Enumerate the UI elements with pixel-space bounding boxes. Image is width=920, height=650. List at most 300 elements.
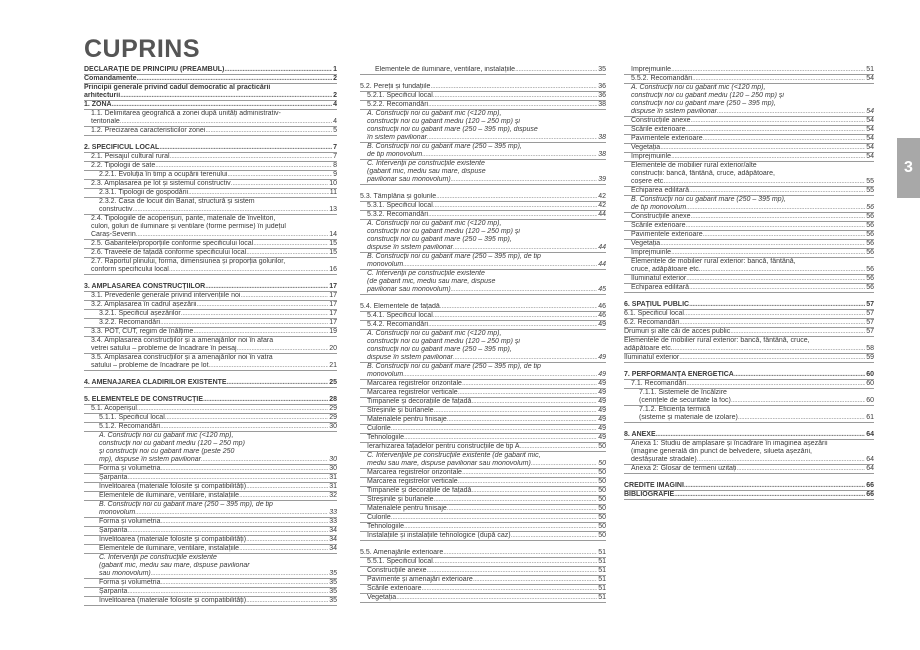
toc-leader-dots [471, 487, 597, 495]
toc-entry[interactable] [624, 240, 874, 249]
toc-entry[interactable] [624, 440, 874, 448]
toc-leader-dots [458, 389, 598, 397]
toc-entry-title: Ierarhizarea fațadelor pentru construcțiile de tip A [367, 443, 520, 450]
toc-entry-title: 8. ANEXE [624, 431, 656, 438]
toc-entry[interactable] [84, 337, 337, 345]
toc-page-number: 30 [329, 456, 337, 463]
toc-page-number: 50 [598, 443, 606, 450]
toc-page-number: 45 [598, 286, 606, 293]
toc-entry[interactable] [360, 134, 606, 143]
toc-leader-dots [458, 478, 598, 486]
toc-entry[interactable] [624, 266, 874, 275]
toc-leader-dots [196, 301, 328, 309]
toc-entry[interactable] [624, 319, 874, 328]
toc-page-number: 64 [866, 465, 874, 472]
toc-entry[interactable] [360, 346, 606, 354]
toc-entry[interactable] [360, 303, 606, 312]
toc-page-number: 39 [598, 176, 606, 183]
toc-page-number: 50 [598, 496, 606, 503]
toc-entry[interactable] [624, 75, 874, 84]
toc-entry[interactable] [360, 330, 606, 338]
toc-entry[interactable] [84, 554, 337, 562]
toc-entry[interactable] [624, 354, 874, 363]
toc-entry[interactable] [360, 380, 606, 389]
toc-entry[interactable] [360, 321, 606, 330]
toc-entry-title: construcții noi cu gabarit mediu (120 – 250 mp) [99, 440, 245, 447]
toc-page-number: 49 [598, 416, 606, 423]
toc-entry[interactable] [84, 84, 337, 92]
toc-entry-title: BIBLIOGRAFIE [624, 491, 675, 498]
toc-entry[interactable] [84, 162, 337, 171]
toc-entry[interactable] [84, 570, 337, 579]
toc-entry[interactable] [84, 118, 337, 127]
toc-page-number: 50 [598, 532, 606, 539]
toc-entry-title: 4. AMENAJAREA CLĂDIRILOR EXISTENTE [84, 379, 227, 386]
toc-entry[interactable] [360, 416, 606, 425]
toc-entry-title: Streșinile și burlanele [367, 496, 434, 503]
toc-entry-title: Construcțiile anexe [631, 213, 691, 220]
toc-entry[interactable] [624, 231, 874, 240]
toc-entry-title: C. Intervențiile pe construcțiile existente (de gabarit mic, [367, 452, 541, 459]
toc-leader-dots [209, 362, 329, 370]
toc-leader-dots [717, 108, 865, 116]
toc-entry[interactable] [360, 83, 606, 92]
toc-page-number: 66 [866, 491, 874, 498]
toc-entry[interactable] [360, 312, 606, 321]
toc-entry-title: Tehnologiile [367, 523, 404, 530]
toc-entry[interactable] [84, 518, 337, 527]
toc-entry[interactable] [84, 423, 337, 432]
toc-entry[interactable] [360, 532, 606, 541]
toc-entry[interactable] [360, 202, 606, 211]
toc-entry[interactable] [624, 448, 874, 456]
toc-gap [84, 136, 337, 144]
toc-entry[interactable] [360, 576, 606, 585]
toc-entry[interactable] [360, 160, 606, 168]
toc-entry-title: 5.3.2. Recomandări [367, 211, 429, 218]
toc-entry[interactable] [624, 380, 874, 389]
toc-entry-title: DECLARAȚIE DE PRINCIPIU (PREAMBUL) [84, 66, 225, 73]
toc-entry-title: 7.1. Recomandări [631, 380, 687, 387]
toc-entry-title: Anexa 1: Studiu de amplasare și încadrare în imaginea așezării [631, 440, 828, 447]
toc-entry-title: 6. SPAȚIUL PUBLIC [624, 301, 690, 308]
toc-entry-title: Anexa 2: Glosar de termeni uzitați [631, 465, 737, 472]
toc-entry[interactable] [360, 407, 606, 416]
toc-entry[interactable] [360, 567, 606, 576]
toc-entry[interactable] [84, 456, 337, 465]
toc-entry[interactable] [84, 405, 337, 414]
toc-entry[interactable] [84, 75, 337, 84]
toc-entry-title: teritoriale [91, 118, 120, 125]
toc-entry[interactable] [84, 144, 337, 153]
toc-leader-dots [160, 465, 328, 473]
toc-leader-dots [430, 83, 597, 91]
toc-entry[interactable] [360, 261, 606, 270]
toc-entry-title: (de gabarit mic, mediu sau mare, dispuse [367, 278, 496, 285]
toc-entry[interactable] [624, 66, 874, 75]
toc-entry[interactable] [84, 127, 337, 136]
toc-entry-title: 3.4. Amplasarea construcțiilor și a amenajărilor noi în afara [91, 337, 274, 344]
toc-entry[interactable] [84, 588, 337, 597]
toc-page-number: 56 [866, 249, 874, 256]
toc-leader-dots [155, 162, 332, 170]
toc-entry[interactable] [360, 354, 606, 363]
toc-entry[interactable] [360, 514, 606, 523]
toc-page-number: 50 [598, 460, 606, 467]
toc-entry[interactable] [624, 456, 874, 465]
toc-entry-title: 7.1.2. Eficiența termică [639, 406, 711, 413]
toc-entry[interactable] [84, 301, 337, 310]
toc-entry-title: (gabarit mic, mediu sau mare, dispuse pavilionar [99, 562, 250, 569]
toc-entry-title: B. Construcții noi cu gabarit mare (250 – 395 mp), [631, 196, 786, 203]
toc-entry[interactable] [84, 189, 337, 198]
toc-entry[interactable] [360, 363, 606, 371]
toc-leader-dots [404, 434, 597, 442]
toc-entry[interactable] [84, 101, 337, 110]
toc-entry[interactable] [624, 84, 874, 92]
toc-page-number: 16 [329, 266, 337, 273]
toc-leader-dots [679, 354, 865, 362]
toc-leader-dots [686, 275, 865, 283]
toc-entry[interactable] [360, 585, 606, 594]
toc-entry[interactable] [624, 482, 874, 491]
toc-page-number: 58 [866, 345, 874, 352]
toc-entry[interactable] [84, 597, 337, 606]
toc-entry-title: construcții noi cu gabarit mediu (120 – 250 mp) și [367, 228, 520, 235]
toc-entry[interactable] [360, 496, 606, 505]
toc-entry[interactable] [84, 432, 337, 440]
toc-entry[interactable] [624, 92, 874, 100]
toc-entry[interactable] [84, 483, 337, 492]
toc-entry[interactable] [84, 474, 337, 483]
toc-entry[interactable] [624, 153, 874, 162]
toc-leader-dots [160, 319, 328, 327]
toc-entry[interactable] [360, 338, 606, 346]
toc-page-number: 50 [598, 487, 606, 494]
toc-entry-title: 5.2.2. Recomandări [367, 101, 429, 108]
toc-entry[interactable] [84, 501, 337, 509]
toc-page-number: 33 [329, 509, 337, 516]
toc-entry[interactable] [624, 135, 874, 144]
toc-page-number: 66 [866, 482, 874, 489]
toc-page-number: 13 [329, 206, 337, 213]
toc-page-number: 51 [598, 567, 606, 574]
toc-entry[interactable] [360, 389, 606, 398]
toc-page-number: 64 [866, 431, 874, 438]
toc-entry[interactable] [84, 249, 337, 258]
toc-entry[interactable] [360, 434, 606, 443]
toc-entry[interactable] [84, 215, 337, 223]
toc-entry[interactable] [84, 562, 337, 570]
toc-entry[interactable] [624, 397, 874, 406]
toc-entry-title: Construcțiile anexe [367, 567, 427, 574]
toc-entry[interactable] [360, 460, 606, 469]
toc-page-number: 21 [329, 362, 337, 369]
toc-entry[interactable] [84, 440, 337, 448]
toc-entry[interactable] [624, 117, 874, 126]
toc-entry[interactable] [360, 151, 606, 160]
toc-leader-dots [462, 380, 597, 388]
toc-entry-title: construcții noi cu gabarit mare (250 – 395 mp), [631, 100, 776, 107]
toc-gap [624, 474, 874, 482]
toc-entry[interactable] [624, 108, 874, 117]
toc-entry[interactable] [360, 487, 606, 496]
toc-page-number: 31 [329, 483, 337, 490]
toc-entry[interactable] [360, 66, 606, 75]
toc-entry[interactable] [360, 523, 606, 532]
toc-entry-title: mediu sau mare, dispuse pavilionar sau monovolum) [367, 460, 531, 467]
toc-entry[interactable] [84, 362, 337, 371]
toc-page-number: 49 [598, 389, 606, 396]
toc-entry-title: monovolum [99, 509, 136, 516]
toc-page-number: 49 [598, 425, 606, 432]
toc-entry[interactable] [360, 211, 606, 220]
toc-page-number: 57 [866, 319, 874, 326]
toc-entry[interactable] [624, 187, 874, 196]
toc-entry[interactable] [360, 168, 606, 176]
toc-leader-dots [246, 483, 328, 491]
toc-entry[interactable] [84, 171, 337, 180]
toc-entry[interactable] [624, 100, 874, 108]
toc-entry-title: 5.5.1. Specificul local [367, 558, 433, 565]
toc-page-number: 51 [598, 558, 606, 565]
toc-page-number: 8 [333, 162, 337, 169]
toc-entry[interactable] [624, 406, 874, 414]
toc-leader-dots [679, 319, 865, 327]
toc-entry-title: 2.3.2. Casa de locuit din Banat, structură și sistem [99, 198, 255, 205]
toc-leader-dots [246, 536, 328, 544]
toc-page-number: 38 [598, 101, 606, 108]
toc-entry[interactable] [624, 162, 874, 170]
toc-entry[interactable] [360, 549, 606, 558]
toc-entry[interactable] [624, 337, 874, 345]
toc-page-number: 49 [598, 321, 606, 328]
toc-page-number: 17 [329, 283, 337, 290]
toc-leader-dots [730, 328, 865, 336]
toc-entry[interactable] [84, 258, 337, 266]
toc-entry[interactable] [360, 594, 606, 603]
toc-page-number: 51 [598, 594, 606, 601]
toc-entry[interactable] [84, 509, 337, 518]
toc-entry[interactable] [360, 193, 606, 202]
toc-entry[interactable] [360, 425, 606, 434]
toc-entry[interactable] [84, 545, 337, 554]
toc-page-number: 56 [866, 222, 874, 229]
toc-entry[interactable] [360, 253, 606, 261]
toc-entry[interactable] [624, 389, 874, 397]
toc-leader-dots [201, 456, 328, 464]
toc-entry-title: 3.2. Amplasarea în cadrul așezării [91, 301, 197, 308]
toc-entry[interactable] [84, 465, 337, 474]
toc-entry[interactable] [624, 371, 874, 380]
toc-entry[interactable] [360, 398, 606, 407]
toc-entry[interactable] [624, 196, 874, 204]
toc-entry[interactable] [624, 249, 874, 258]
toc-entry[interactable] [624, 144, 874, 153]
toc-entry[interactable] [360, 505, 606, 514]
toc-leader-dots [451, 286, 598, 294]
toc-entry[interactable] [84, 231, 337, 240]
toc-entry[interactable] [84, 319, 337, 328]
toc-leader-dots [391, 425, 597, 433]
toc-leader-dots [434, 496, 598, 504]
toc-entry[interactable] [360, 478, 606, 487]
toc-leader-dots [434, 407, 598, 415]
toc-entry[interactable] [360, 244, 606, 253]
toc-entry[interactable] [624, 284, 874, 293]
toc-entry[interactable] [360, 286, 606, 295]
toc-entry[interactable] [84, 527, 337, 536]
toc-entry[interactable] [624, 178, 874, 187]
toc-entry[interactable] [360, 92, 606, 101]
toc-entry[interactable] [84, 206, 337, 215]
toc-entry[interactable] [84, 66, 337, 75]
toc-entry[interactable] [624, 204, 874, 213]
toc-entry-title: 2.6. Traveele de fațadă conforme specificului local [91, 249, 247, 256]
toc-entry[interactable] [360, 118, 606, 126]
toc-leader-dots [684, 482, 865, 490]
toc-entry-title: B. Construcții noi cu gabarit mare (250 – 395 mp), de tip [367, 363, 541, 370]
toc-entry-title: B. Construcții noi cu gabarit mare (250 – 395 mp), [367, 143, 522, 150]
toc-leader-dots [391, 514, 597, 522]
toc-leader-dots [451, 176, 598, 184]
toc-entry[interactable] [360, 452, 606, 460]
toc-entry[interactable] [624, 170, 874, 178]
toc-entry[interactable] [624, 213, 874, 222]
toc-entry[interactable] [624, 414, 874, 423]
toc-entry-title: construcții noi cu gabarit mediu (120 – 250 mp) și [367, 338, 520, 345]
toc-entry[interactable] [84, 379, 337, 388]
toc-entry[interactable] [360, 110, 606, 118]
toc-entry-title: construcții noi cu gabarit mare (250 – 395 mp), [367, 236, 512, 243]
toc-leader-dots [160, 579, 328, 587]
toc-entry[interactable] [84, 345, 337, 354]
toc-entry[interactable] [84, 536, 337, 545]
toc-entry[interactable] [360, 101, 606, 110]
toc-entry[interactable] [360, 270, 606, 278]
toc-entry-title: Șarpanta [99, 588, 128, 595]
toc-entry[interactable] [624, 301, 874, 310]
toc-entry[interactable] [360, 143, 606, 151]
toc-entry-title: Forma și volumetria [99, 465, 161, 472]
toc-entry-title: 5.1.2. Recomandări [99, 423, 161, 430]
toc-page-number: 7 [333, 153, 337, 160]
toc-leader-dots [237, 345, 329, 353]
toc-entry[interactable] [360, 176, 606, 185]
toc-entry-title: 2.4. Tipologiile de acoperișuri, pante, materiale de învelitori, [91, 215, 276, 222]
toc-entry[interactable] [84, 448, 337, 456]
toc-page-number: 54 [866, 126, 874, 133]
toc-entry[interactable] [624, 328, 874, 337]
toc-entry-title: construcții noi cu gabarit mare (250 – 395 mp), dispuse [367, 126, 538, 133]
toc-entry[interactable] [360, 126, 606, 134]
toc-entry[interactable] [84, 310, 337, 319]
toc-entry-title: Vegetația [367, 594, 397, 601]
toc-entry[interactable] [360, 371, 606, 380]
toc-entry[interactable] [84, 240, 337, 249]
toc-entry[interactable] [84, 328, 337, 337]
toc-entry-title: Elementele de mobilier rural exterior: bancă, fântână, [631, 258, 796, 265]
toc-entry[interactable] [84, 414, 337, 423]
toc-entry[interactable] [624, 431, 874, 440]
toc-entry[interactable] [84, 153, 337, 162]
toc-leader-dots [404, 523, 597, 531]
toc-leader-dots [734, 371, 865, 379]
toc-entry[interactable] [84, 292, 337, 301]
toc-leader-dots [447, 505, 597, 513]
toc-leader-dots [239, 492, 328, 500]
toc-entry[interactable] [360, 236, 606, 244]
toc-page-number: 61 [866, 414, 874, 421]
toc-entry-title: Caraș-Severin [91, 231, 136, 238]
toc-entry-title: și construcții noi cu gabarit mare (peste 250 [99, 448, 235, 455]
toc-entry[interactable] [360, 469, 606, 478]
toc-page-number: 51 [598, 585, 606, 592]
toc-leader-dots [701, 266, 866, 274]
toc-page-number: 57 [866, 310, 874, 317]
toc-entry[interactable] [624, 275, 874, 284]
toc-entry[interactable] [624, 465, 874, 474]
toc-gap [360, 295, 606, 303]
toc-entry[interactable] [84, 92, 337, 101]
toc-page-number: 56 [866, 266, 874, 273]
toc-page-number: 56 [866, 240, 874, 247]
toc-entry[interactable] [84, 223, 337, 231]
toc-leader-dots [665, 178, 865, 186]
toc-leader-dots [137, 405, 328, 413]
toc-entry[interactable] [360, 278, 606, 286]
toc-entry-title: A. Construcții noi cu gabarit mic (<120 mp), [367, 110, 502, 117]
toc-leader-dots [136, 231, 328, 239]
toc-entry[interactable] [84, 180, 337, 189]
toc-entry[interactable] [624, 126, 874, 135]
toc-entry[interactable] [84, 266, 337, 275]
toc-entry[interactable] [624, 491, 874, 500]
toc-entry-title: de tip monovolum [367, 151, 423, 158]
toc-entry-title: cruce, adăpătoare etc. [631, 266, 701, 273]
toc-entry[interactable] [624, 258, 874, 266]
toc-page-number: 49 [598, 398, 606, 405]
toc-entry[interactable] [84, 110, 337, 118]
toc-page-number: 57 [866, 328, 874, 335]
toc-entry-title: A. Construcții noi cu gabarit mic (<120 mp), [631, 84, 766, 91]
toc-entry[interactable] [360, 220, 606, 228]
toc-entry-title: B. Construcții noi cu gabarit mare (250 – 395 mp), de tip [99, 501, 273, 508]
toc-entry[interactable] [624, 345, 874, 354]
toc-entry[interactable] [624, 222, 874, 231]
toc-entry[interactable] [84, 396, 337, 405]
toc-entry[interactable] [624, 310, 874, 319]
toc-entry-title: conform specificului local [91, 266, 169, 273]
toc-entry[interactable] [84, 283, 337, 292]
toc-page-number: 49 [598, 407, 606, 414]
toc-entry-title: de tip monovolum [631, 204, 687, 211]
toc-entry-title: 3.2.1. Specificul așezărilor [99, 310, 181, 317]
toc-entry[interactable] [360, 228, 606, 236]
toc-entry[interactable] [360, 443, 606, 452]
toc-column-3 [624, 66, 874, 500]
toc-entry[interactable] [84, 579, 337, 588]
toc-leader-dots [453, 354, 597, 362]
toc-entry-title: 6.1. Specificul local [624, 310, 684, 317]
toc-leader-dots [471, 398, 597, 406]
toc-entry[interactable] [84, 492, 337, 501]
toc-entry-title: Elementele de iluminare, ventilare, instalațiile [99, 545, 240, 552]
toc-entry[interactable] [360, 558, 606, 567]
toc-entry-title: sau monovolum) [99, 570, 151, 577]
toc-entry[interactable] [84, 198, 337, 206]
toc-entry[interactable] [84, 354, 337, 362]
